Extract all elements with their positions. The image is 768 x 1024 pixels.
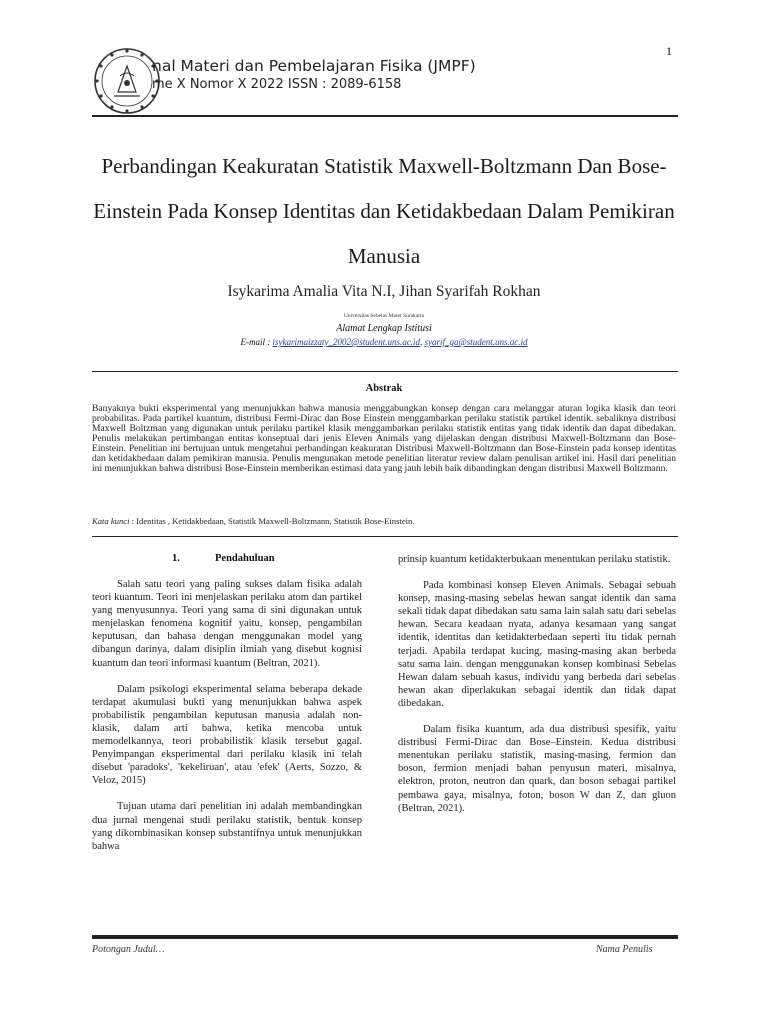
abstract-top-divider (92, 371, 678, 372)
footer-divider (92, 935, 678, 939)
right-column (398, 553, 676, 828)
left-column (92, 578, 362, 866)
abstract-bottom-divider (92, 536, 678, 537)
email-label: E-mail : (240, 337, 271, 347)
paper-title: Perbandingan Keakuratan Statistik Maxwell-Boltzmann Dan Bose-Einstein Pada Konsep Identitas dan Ketidakbedaan Dalam Pemikiran Manusia (93, 154, 675, 268)
email-line (80, 337, 688, 347)
paragraph: Dalam fisika kuantum, ada dua distribusi spesifik, yaitu distribusi Fermi-Dirac dan Bose–Einstein. Kedua distribusi menentukan perilaku statistik, masing-masing, fermion dan boson, fermion menjadi bahan penyusun materi, misalnya, elektron, proton, neutron dan quark, dan boson sebagai partikel pembawa gaya, misalnya, foton, boson W dan Z, dan gluon (Beltran, 2021). (398, 724, 676, 814)
section-title: Pendahuluan (215, 553, 275, 564)
email-link-2[interactable]: syarif_ga@student.uns.ac.id (424, 337, 528, 347)
keywords-text: : Identitas , Ketidakbedaan, Statistik Maxwell-Boltzmann, Statistik Bose-Einstein. (129, 516, 415, 526)
header-divider (92, 115, 678, 117)
paragraph: Pada kombinasi konsep Eleven Animals. Sebagai sebuah konsep, masing-masing sebelas hewan sangat identik dan sama sekali tidak dapat dibedakan satu sama lain salah satu dari sebelas hewan. Secara keadaan nyata, adanya kesamaan yang sangat identik, identitas dan ketidakterbedaan seperti itu tidak pernah terjadi. Apabila terdapat kucing, masing-masing akan berbeda satu sama lain. dengan menggunakan konsep kombinasi Sebelas Hewan dalam sebuah kasus, individu yang berbeda dari sebelas hewan akan diperlakukan sebagai identik dan tidak dapat dibedakan. (398, 580, 676, 709)
page-number: 1 (666, 44, 672, 58)
abstract-body: Banyaknya bukti eksperimental yang menunjukkan bahwa manusia menggabungkan konsep dengan cara melanggar aturan logika klasik dan teori probabilitas. Pada partikel kuantum, distribusi Fermi-Dirac dan Bose Einstein menggambarkan perilaku statistik partikel identik. sebaliknya distribusi Maxwell Boltzman yang digunakan untuk perilaku partikel klasik menggambarkan perilaku statistik entitas yang tidak identik dan dapat dibedakan. Penulis melakukan pertimbangan entitas konseptual dari jenis Eleven Animals yang dijelaskan dengan distribusi Maxwell-Boltzmann dan Bose-Einstein. Penelitian ini bertujuan untuk mengetahui perbandingan keakuratan Distribusi Maxwell-Boltzmann dan Bose-Einstein pada konsep identitas dan ketidakbedaan dalam pemikiran manusia. Penulis mengunakan metode penelitian literatur review dalam penulisan artikel ini. Hasil dari penelitian ini menunjukkan bahwa distribusi Bose-Einstein memberikan estimasi data yang jauh lebih baik dibandingkan dengan distribusi Maxwell Boltzmann. (92, 403, 676, 474)
keywords (92, 516, 676, 526)
paragraph: Tujuan utama dari penelitian ini adalah membandingkan dua jurnal mengenai studi perilaku statistik, bentuk konsep yang dikombinasikan konsep substantifnya untuk menunjukkan bahwa (92, 801, 362, 852)
authors: Isykarima Amalia Vita N.I, Jihan Syarifah Rokhan (227, 283, 541, 300)
email-separator: , (420, 337, 425, 347)
paragraph: Dalam psikologi eksperimental selama beberapa dekade terdapat akumulasi bukti yang menunjukkan bahwa aspek probabilistik pengambilan keputusan manusia adalah non-klasik, dalam arti bahwa, ketika mencoba untuk memodelkannya, teori probabilistik klasik tersebut gagal. Penyimpangan eksperimental dari perilaku klasik ini telah disebut 'paradoks', 'kekeliruan', atau 'efek' (Aerts, Sozzo, & Veloz, 2015) (92, 683, 362, 787)
paragraph-continuation: prinsip kuantum ketidakterbukaan menentukan perilaku statistik. (398, 554, 671, 565)
keywords-label: Kata kunci (92, 516, 130, 526)
footer-author: Nama Penulis (596, 944, 653, 955)
paragraph: Salah satu teori yang paling sukses dalam fisika adalah teori kuantum. Teori ini menjelaskan perilaku atom dan partikel yang menyusunnya. Teori yang sama di sini digunakan untuk menjelaskan fenomena kognitif yaitu, konsep, pengambilan keputusan, dan bahasa dengan menggunakan model yang dibangun darinya, dalam disiplin ilmiah yang disebut kognisi kuantum dan teori informasi kuantum (Beltran, 2021). (92, 579, 362, 669)
affiliation: Universitas Sebelas Maret Surakarta (343, 313, 425, 319)
abstract-heading: Abstrak (365, 383, 403, 394)
section-number: 1. (172, 553, 180, 564)
institution-address: Alamat Lengkap Istitusi (336, 323, 432, 334)
journal-volume-issn: me X Nomor X 2022 ISSN : 2089-6158 (152, 77, 402, 92)
footer-running-title: Potongan Judul… (92, 944, 165, 955)
journal-name: nal Materi dan Pembelajaran Fisika (JMPF) (152, 57, 476, 75)
email-link-1[interactable]: isykarimaizzaty_2002@student.uns.ac.id (272, 337, 420, 347)
